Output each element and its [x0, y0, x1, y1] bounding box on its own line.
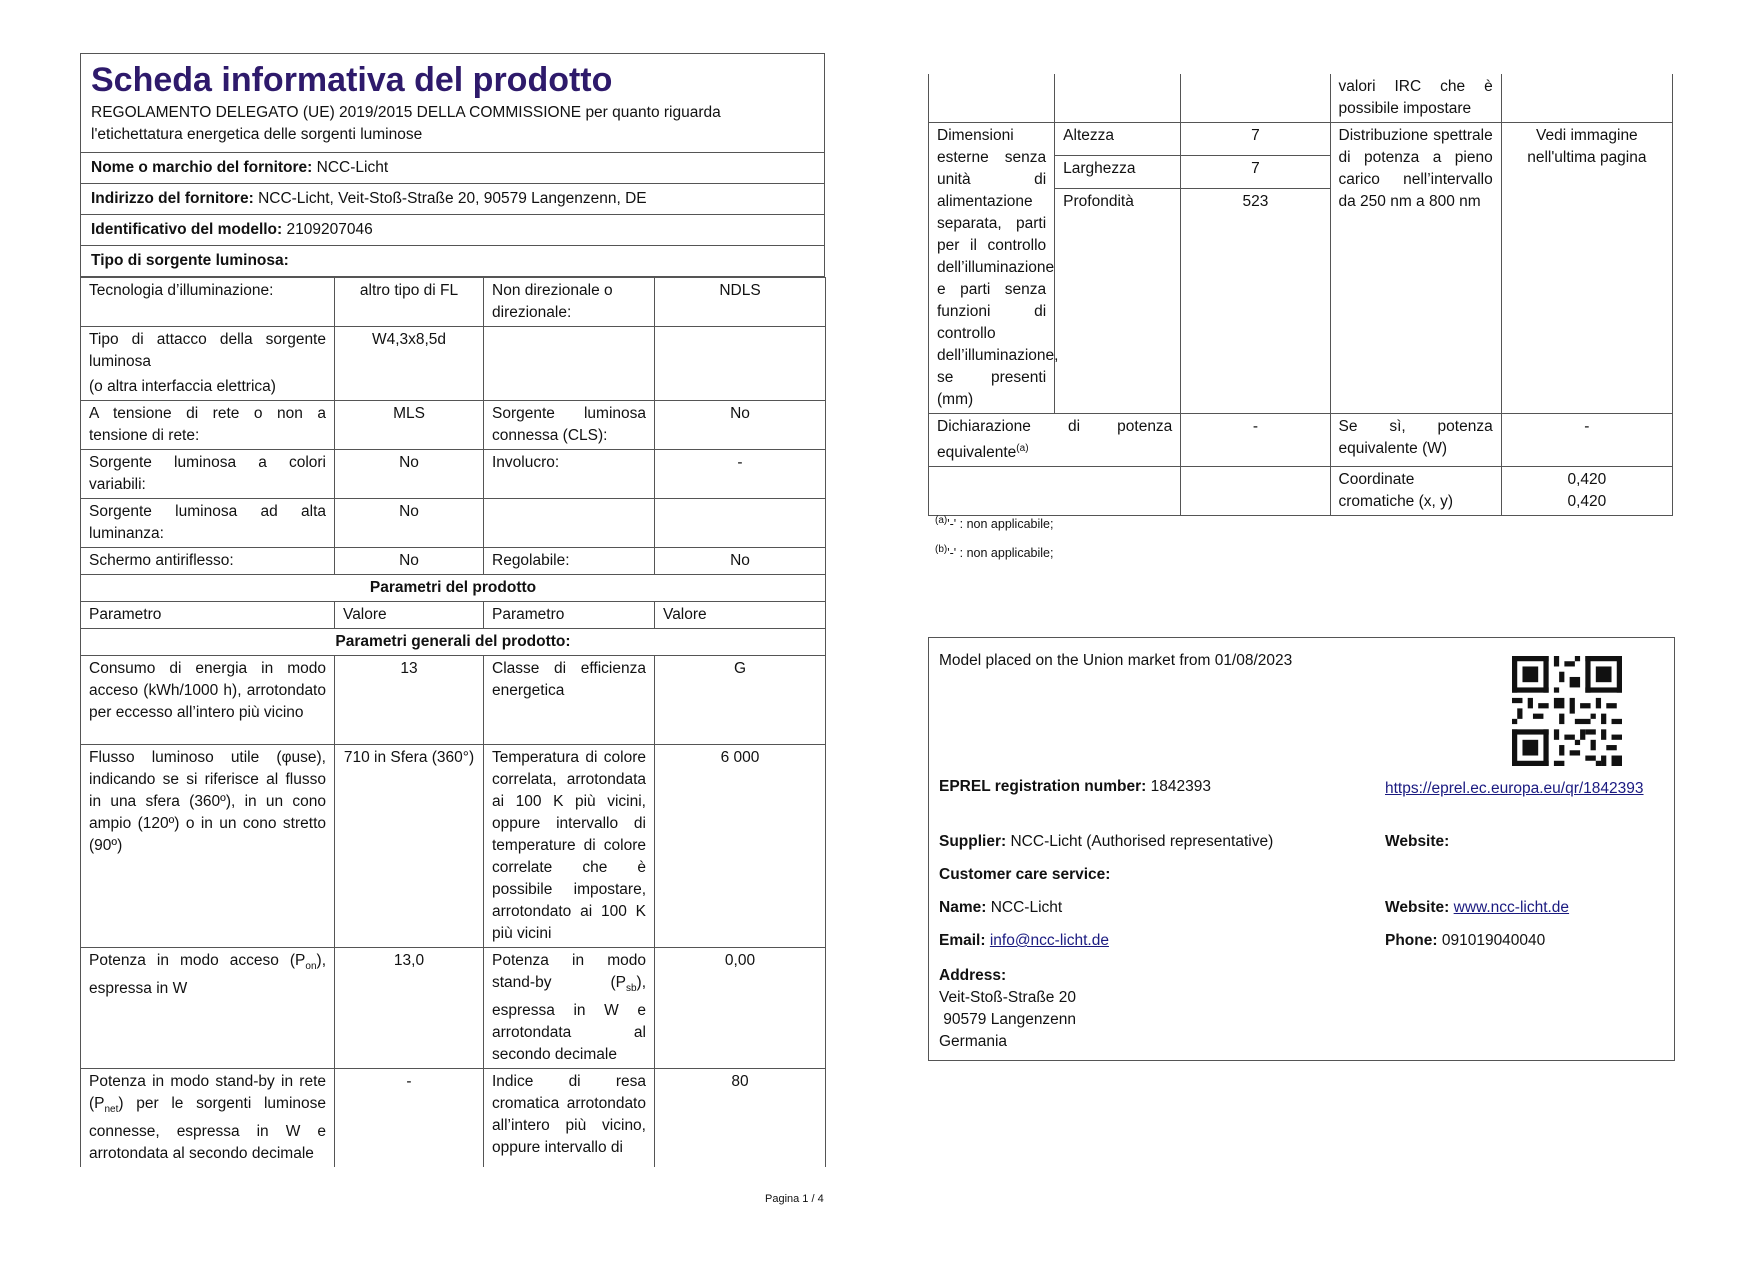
- supplier-name-value: NCC-Licht: [316, 159, 389, 176]
- equivalent-w-value: -: [1501, 414, 1672, 467]
- height-label: Altezza: [1055, 123, 1181, 156]
- table-row: [81, 499, 826, 548]
- product-info-sheet-right: [928, 74, 1673, 516]
- address-line: Veit-Stoß-Straße 20: [939, 989, 1076, 1006]
- address-block: [939, 965, 1076, 1053]
- page-title: Scheda informativa del prodotto: [91, 61, 613, 99]
- chromaticity-value: [1501, 467, 1672, 516]
- email-line: [939, 932, 1109, 950]
- header-table: [80, 53, 825, 277]
- value-cell: 13,0: [335, 948, 484, 1069]
- dimensions-label: Dimensioni esterne senza unità di alimentazione separata, parti per il controllo dell’illuminazione e parti senza funzioni di controllo dell’illuminazione, se presenti (mm): [929, 123, 1055, 414]
- value-cell: NDLS: [655, 278, 826, 327]
- value-cell: No: [335, 499, 484, 548]
- name-value: NCC-Licht: [990, 899, 1063, 916]
- spectral-label: Distribuzione spettrale di potenza a pieno carico nell’intervallo da 250 nm a 800 nm: [1330, 123, 1501, 414]
- param-cell: Sorgente luminosa connessa (CLS):: [484, 401, 655, 450]
- qr-code-icon: [1512, 656, 1622, 766]
- param-cell: Potenza in modo stand-by in rete $(P_{net})$ per le sorgenti luminose connesse, espressa in W e arrotondata al secondo decimale: [81, 1069, 335, 1168]
- eprel-value: 1842393: [1150, 778, 1211, 795]
- phone-line: [1385, 932, 1545, 950]
- dimensions-table: [928, 74, 1673, 516]
- height-value: 7: [1181, 123, 1330, 156]
- table-row: [81, 745, 826, 948]
- width-value: 7: [1181, 156, 1330, 189]
- value-cell: No: [335, 548, 484, 575]
- supplier-address-value: NCC-Licht, Veit-Stoß-Straße 20, 90579 Langenzenn, DE: [258, 190, 647, 207]
- equivalent-w-label: Se sì, potenza equivalente (W): [1330, 414, 1501, 467]
- equivalent-power-value: -: [1181, 414, 1330, 467]
- phone-label: Phone:: [1385, 932, 1438, 949]
- param-cell: Involucro:: [484, 450, 655, 499]
- table-row: [81, 401, 826, 450]
- website-link[interactable]: www.ncc-licht.de: [1453, 899, 1570, 916]
- spectral-value: Vedi immagine nell'ultima pagina: [1501, 123, 1672, 414]
- cri-continuation: valori IRC che è possibile impostare: [1330, 74, 1501, 123]
- chromaticity-x: 0,420: [1567, 471, 1607, 489]
- value-cell: No: [655, 548, 826, 575]
- param-cell: Schermo antiriflesso:: [81, 548, 335, 575]
- param-cell: [484, 499, 655, 548]
- model-id-value: 2109207046: [286, 221, 373, 238]
- product-info-sheet-left: [80, 53, 825, 1167]
- chromaticity-label: Coordinate cromatiche (x, y): [1330, 467, 1501, 516]
- supplier-value: NCC-Licht (Authorised representative): [1010, 833, 1274, 850]
- cap-type-label: Tipo di attacco della sorgente luminosa: [89, 331, 326, 370]
- footnote-b: $^{(b)}$'-' : non applicabile;: [935, 544, 1054, 561]
- column-header: Parametro: [81, 602, 335, 629]
- value-cell: [655, 499, 826, 548]
- value-cell: No: [335, 450, 484, 499]
- address-label: Address:: [939, 967, 1007, 984]
- model-id-label: Identificativo del modello:: [91, 221, 283, 238]
- value-cell: 710 in Sfera (360°): [335, 745, 484, 948]
- width-label: Larghezza: [1055, 156, 1181, 189]
- param-cell: Temperatura di colore correlata, arrotondata ai 100 K più vicini, oppure intervallo di temperature di colore correlate che è possibile impostare, arrotondato ai 100 K più vicini: [484, 745, 655, 948]
- param-cell: Potenza in modo stand-by $(P_{sb})$, espressa in W e arrotondata al secondo decimale: [484, 948, 655, 1069]
- email-link[interactable]: info@ncc-licht.de: [989, 932, 1109, 949]
- value-cell: 13: [335, 656, 484, 745]
- param-cell: Non direzionale o direzionale:: [484, 278, 655, 327]
- product-params-header: Parametri del prodotto: [81, 575, 826, 602]
- value-cell: MLS: [335, 401, 484, 450]
- address-line: 90579 Langenzenn: [939, 1011, 1077, 1028]
- depth-value: 523: [1181, 189, 1330, 414]
- website2-label: Website:: [1385, 899, 1450, 916]
- value-cell: 80: [655, 1069, 826, 1168]
- chromaticity-y: 0,420: [1567, 493, 1607, 511]
- param-cell: Tecnologia d’illuminazione:: [81, 278, 335, 327]
- eprel-qr-link[interactable]: https://eprel.ec.europa.eu/qr/1842393: [1385, 780, 1644, 797]
- table-row: [81, 656, 826, 745]
- website-label: Website:: [1385, 833, 1450, 850]
- supplier-label: Supplier:: [939, 833, 1007, 850]
- footnote-a: $^{(a)}$'-' : non applicabile;: [935, 515, 1054, 532]
- column-header: Valore: [335, 602, 484, 629]
- general-params-header: Parametri generali del prodotto:: [81, 629, 826, 656]
- eprel-registration: [939, 778, 1211, 796]
- market-date-text: Model placed on the Union market from 01/08/2023: [939, 652, 1293, 669]
- eprel-info-box: [928, 637, 1675, 1061]
- param-cell: [81, 327, 335, 401]
- supplier-address-label: Indirizzo del fornitore:: [91, 190, 254, 207]
- param-cell: Sorgente luminosa a colori variabili:: [81, 450, 335, 499]
- value-cell: [655, 327, 826, 401]
- param-cell: A tensione di rete o non a tensione di rete:: [81, 401, 335, 450]
- param-cell: [484, 327, 655, 401]
- param-cell: Potenza in modo acceso $(P_{on})$, espressa in W: [81, 948, 335, 1069]
- value-cell: -: [335, 1069, 484, 1168]
- regulation-subtitle: REGOLAMENTO DELEGATO (UE) 2019/2015 DELLA COMMISSIONE per quanto riguarda l'etichettatura energetica delle sorgenti luminose: [91, 104, 721, 143]
- value-cell: G: [655, 656, 826, 745]
- table-row: [81, 548, 826, 575]
- name-line: [939, 899, 1062, 917]
- value-cell: 6 000: [655, 745, 826, 948]
- phone-value: 091019040040: [1441, 932, 1546, 949]
- depth-label: Profondità: [1055, 189, 1181, 414]
- table-row: [81, 278, 826, 327]
- footnotes: [935, 508, 1053, 566]
- eprel-label: EPREL registration number:: [939, 778, 1147, 795]
- equivalent-power-label: Dichiarazione di potenza equivalente$^{(a)}$: [929, 414, 1181, 467]
- param-cell: Regolabile:: [484, 548, 655, 575]
- param-cell: Consumo di energia in modo acceso (kWh/1000 h), arrotondato per eccesso all’intero più vicino: [81, 656, 335, 745]
- table-row: [81, 450, 826, 499]
- customer-care-label: Customer care service:: [939, 866, 1111, 883]
- value-cell: 0,00: [655, 948, 826, 1069]
- cap-type-note: (o altra interfaccia elettrica): [89, 378, 276, 395]
- value-cell: altro tipo di FL: [335, 278, 484, 327]
- value-cell: W4,3x8,5d: [335, 327, 484, 401]
- source-type-label: Tipo di sorgente luminosa:: [91, 252, 289, 269]
- supplier-line: [939, 833, 1273, 851]
- value-cell: No: [655, 401, 826, 450]
- address-line: Germania: [939, 1033, 1008, 1050]
- table-row: [81, 1069, 826, 1168]
- column-header: Valore: [655, 602, 826, 629]
- column-header: Parametro: [484, 602, 655, 629]
- param-cell: Indice di resa cromatica arrotondato all’intero più vicino, oppure intervallo di: [484, 1069, 655, 1168]
- website2-line: [1385, 899, 1569, 917]
- supplier-name-label: Nome o marchio del fornitore:: [91, 159, 313, 176]
- name-label: Name:: [939, 899, 987, 916]
- page-number: Pagina 1 / 4: [765, 1193, 824, 1205]
- value-cell: -: [655, 450, 826, 499]
- table-row: [81, 948, 826, 1069]
- param-cell: Classe di efficienza energetica: [484, 656, 655, 745]
- param-cell: Sorgente luminosa ad alta luminanza:: [81, 499, 335, 548]
- table-row: [81, 327, 826, 401]
- param-cell: Flusso luminoso utile (φuse), indicando se si riferisce al flusso in una sfera (360º), in un cono ampio (120º) o in un cono stretto (90º): [81, 745, 335, 948]
- source-type-table: [80, 277, 826, 1167]
- email-label: Email:: [939, 932, 986, 949]
